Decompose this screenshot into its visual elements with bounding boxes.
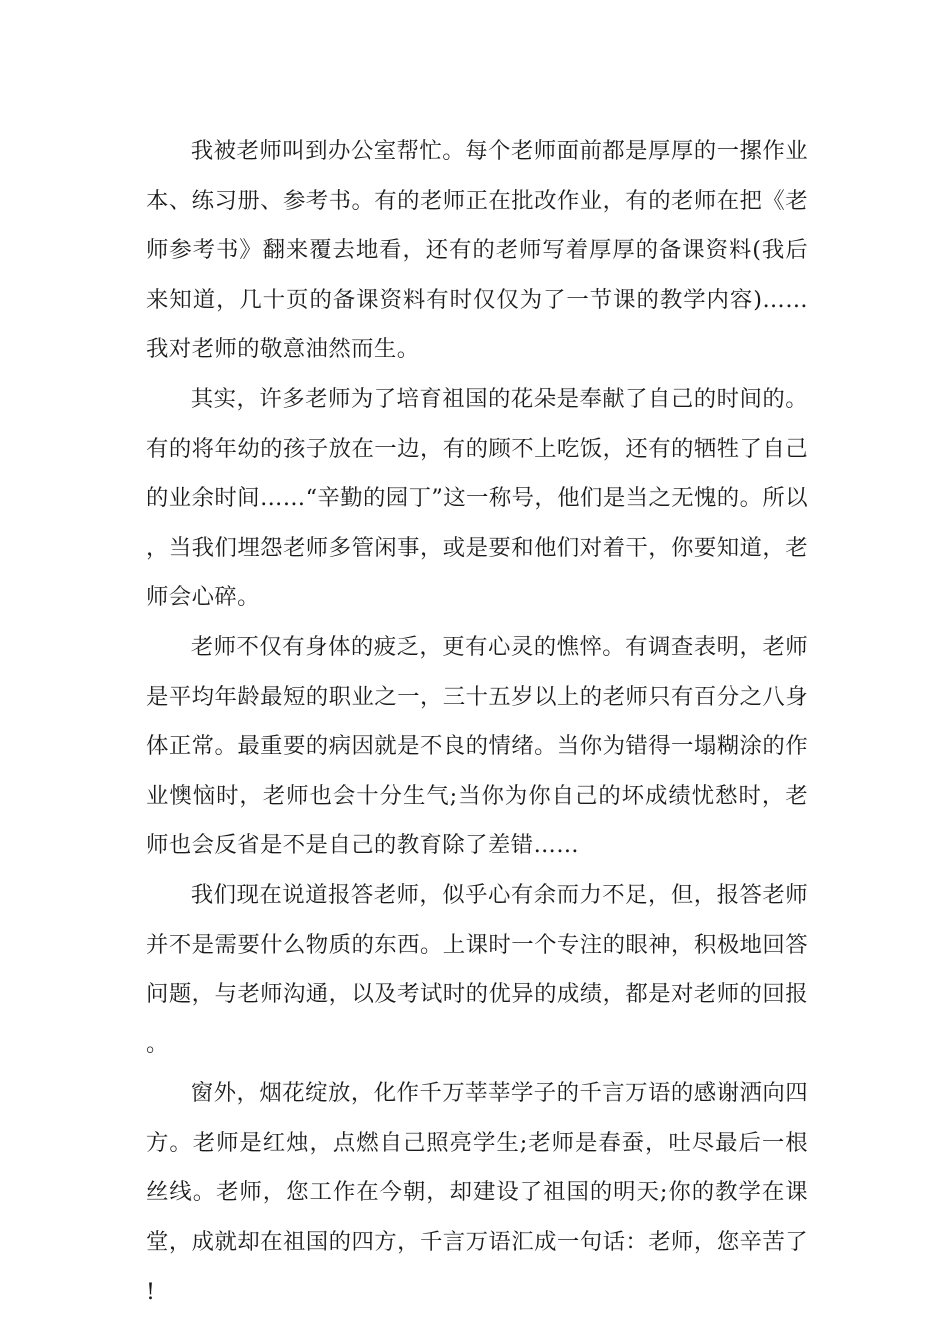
paragraph-repaying-teachers: 我们现在说道报答老师，似乎心有余而力不足，但，报答老师并不是需要什么物质的东西。上课时一个专注的眼神，积极地回答问题，与老师沟通，以及考试时的优异的成绩，都是对老师的回报。	[146, 881, 808, 1057]
paragraph-teacher-fatigue: 老师不仅有身体的疲乏，更有心灵的憔悴。有调查表明，老师是平均年龄最短的职业之一，三十五岁以上的老师只有百分之八身体正常。最重要的病因就是不良的情绪。当你为错得一塌糊涂的作业懊恼时，老师也会十分生气;当你为你自己的坏成绩忧愁时，老师也会反省是不是自己的教育除了差错……	[146, 633, 808, 859]
paragraph-office-visit: 我被老师叫到办公室帮忙。每个老师面前都是厚厚的一摞作业本、练习册、参考书。有的老师正在批改作业，有的老师在把《老师参考书》翻来覆去地看，还有的老师写着厚厚的备课资料(我后来知道，几十页的备课资料有时仅仅为了一节课的教学内容)……我对老师的敬意油然而生。	[146, 138, 808, 363]
essay-body	[146, 127, 808, 1317]
paragraph-teacher-dedication: 其实，许多老师为了培育祖国的花朵是奉献了自己的时间的。有的将年幼的孩子放在一边，有的顾不上吃饭，还有的牺牲了自己的业余时间……“辛勤的园丁”这一称号，他们是当之无愧的。所以，当我们埋怨老师多管闲事，或是要和他们对着干，你要知道，老师会心碎。	[146, 385, 808, 611]
paragraph-closing-thanks: 窗外，烟花绽放，化作千万莘莘学子的千言万语的感谢洒向四方。老师是红烛，点燃自己照亮学生;老师是春蚕，吐尽最后一根丝线。老师，您工作在今朝，却建设了祖国的明天;你的教学在课堂，成就却在祖国的四方，千言万语汇成一句话：老师，您辛苦了!	[146, 1080, 808, 1305]
